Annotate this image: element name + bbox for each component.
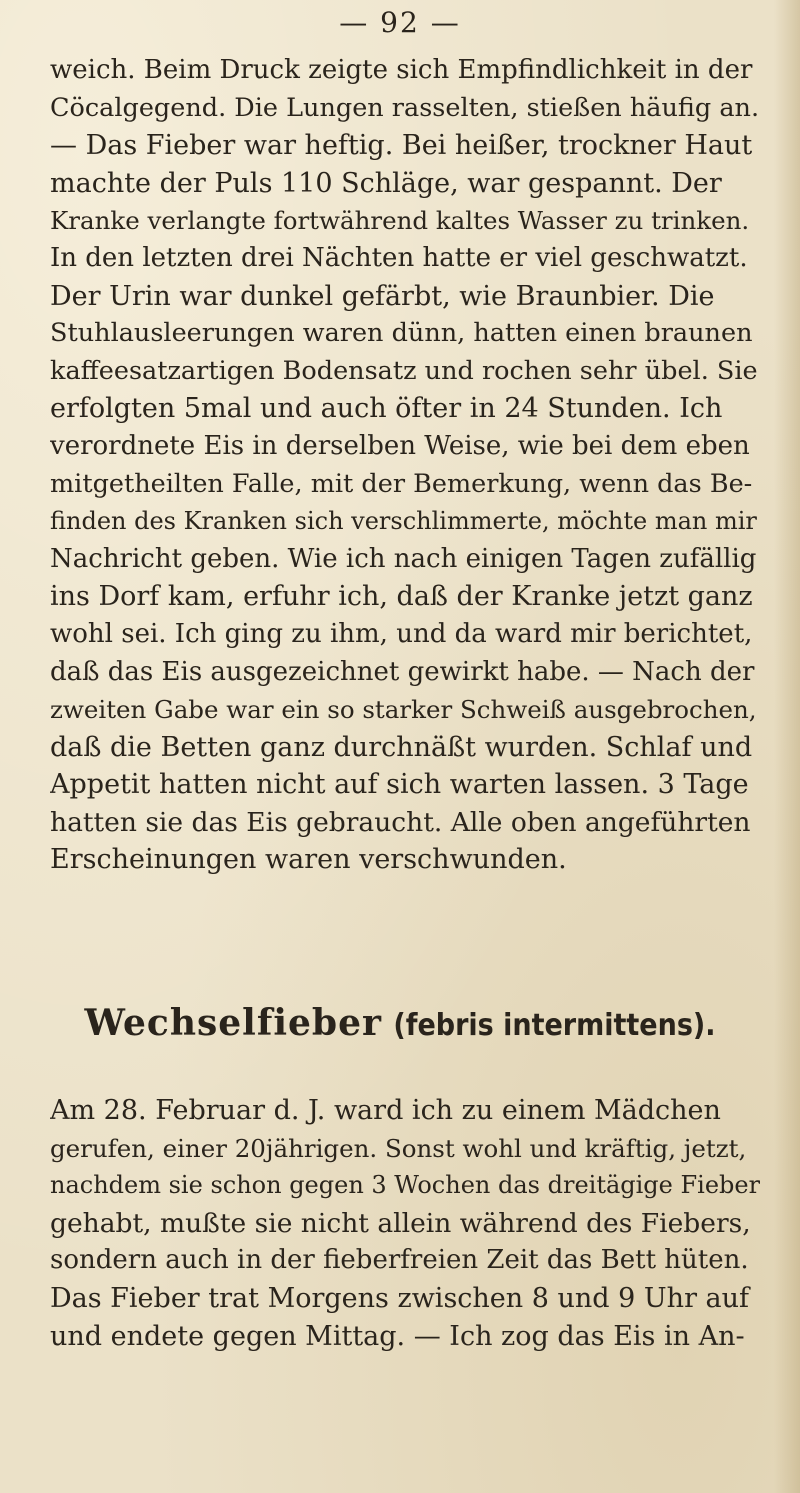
text-line: und endete gegen Mittag. — Ich zog das Eis in An- <box>50 1320 745 1352</box>
text-line: Der Urin war dunkel gefärbt, wie Braunbier. Die <box>50 280 715 312</box>
text-line: daß das Eis ausgezeichnet gewirkt habe. — Nach der <box>50 656 755 687</box>
text-line: Nachricht geben. Wie ich nach einigen Tagen zufällig <box>50 543 757 574</box>
text-line: gehabt, mußte sie nicht allein während des Fiebers, <box>50 1207 751 1239</box>
text-line: Appetit hatten nicht auf sich warten lassen. 3 Tage <box>50 769 749 801</box>
text-line: finden des Kranken sich verschlimmerte, möchte man mir <box>50 507 757 536</box>
text-line: ins Dorf kam, erfuhr ich, daß der Kranke jetzt ganz <box>50 581 753 613</box>
text-line: In den letzten drei Nächten hatte er viel geschwatzt. <box>50 242 748 273</box>
section-heading-latin: (febris intermittens). <box>393 1008 716 1043</box>
text-line: daß die Betten ganz durchnäßt wurden. Schlaf und <box>50 731 753 763</box>
text-line: verordnete Eis in derselben Weise, wie bei dem eben <box>50 430 750 461</box>
text-line: erfolgten 5mal und auch öfter in 24 Stunden. Ich <box>50 393 723 425</box>
text-line: Am 28. Februar d. J. ward ich zu einem Mädchen <box>50 1095 721 1126</box>
section-heading-fraktur: Wechselfieber <box>84 1002 382 1044</box>
text-line: gerufen, einer 20jährigen. Sonst wohl und kräftig, jetzt, <box>50 1133 747 1163</box>
text-line: machte der Puls 110 Schläge, war gespannt. Der <box>50 167 722 199</box>
page-number: — 92 — <box>339 6 461 39</box>
text-line: Kranke verlangte fortwährend kaltes Wasser zu trinken. <box>50 206 750 236</box>
text-line: Cöcalgegend. Die Lungen rasselten, stießen häufig an. <box>50 92 760 123</box>
paragraph-1 <box>50 52 760 879</box>
text-line: zweiten Gabe war ein so starker Schweiß ausgebrochen, <box>50 695 757 725</box>
text-line: mitgetheilten Falle, mit der Bemerkung, wenn das Be- <box>50 468 753 499</box>
text-line: nachdem sie schon gegen 3 Wochen das dreitägige Fieber <box>50 1171 760 1200</box>
text-line: Stuhlausleerungen waren dünn, hatten einen braunen <box>50 318 753 349</box>
text-line: wohl sei. Ich ging zu ihm, und da ward mir berichtet, <box>50 618 753 649</box>
text-line: Erscheinungen waren verschwunden. <box>50 844 567 876</box>
paragraph-2 <box>50 1092 760 1355</box>
text-line: Das Fieber trat Morgens zwischen 8 und 9 Uhr auf <box>50 1282 750 1314</box>
page-edge-shadow <box>774 0 800 1493</box>
text-line: kaffeesatzartigen Bodensatz und rochen sehr übel. Sie <box>50 355 758 386</box>
section-heading <box>0 1002 800 1044</box>
text-line: hatten sie das Eis gebraucht. Alle oben angeführten <box>50 806 751 838</box>
text-line: — Das Fieber war heftig. Bei heißer, trockner Haut <box>50 130 753 162</box>
text-line: sondern auch in der fieberfreien Zeit das Bett hüten. <box>50 1245 749 1276</box>
text-line: weich. Beim Druck zeigte sich Empfindlichkeit in der <box>50 55 753 85</box>
